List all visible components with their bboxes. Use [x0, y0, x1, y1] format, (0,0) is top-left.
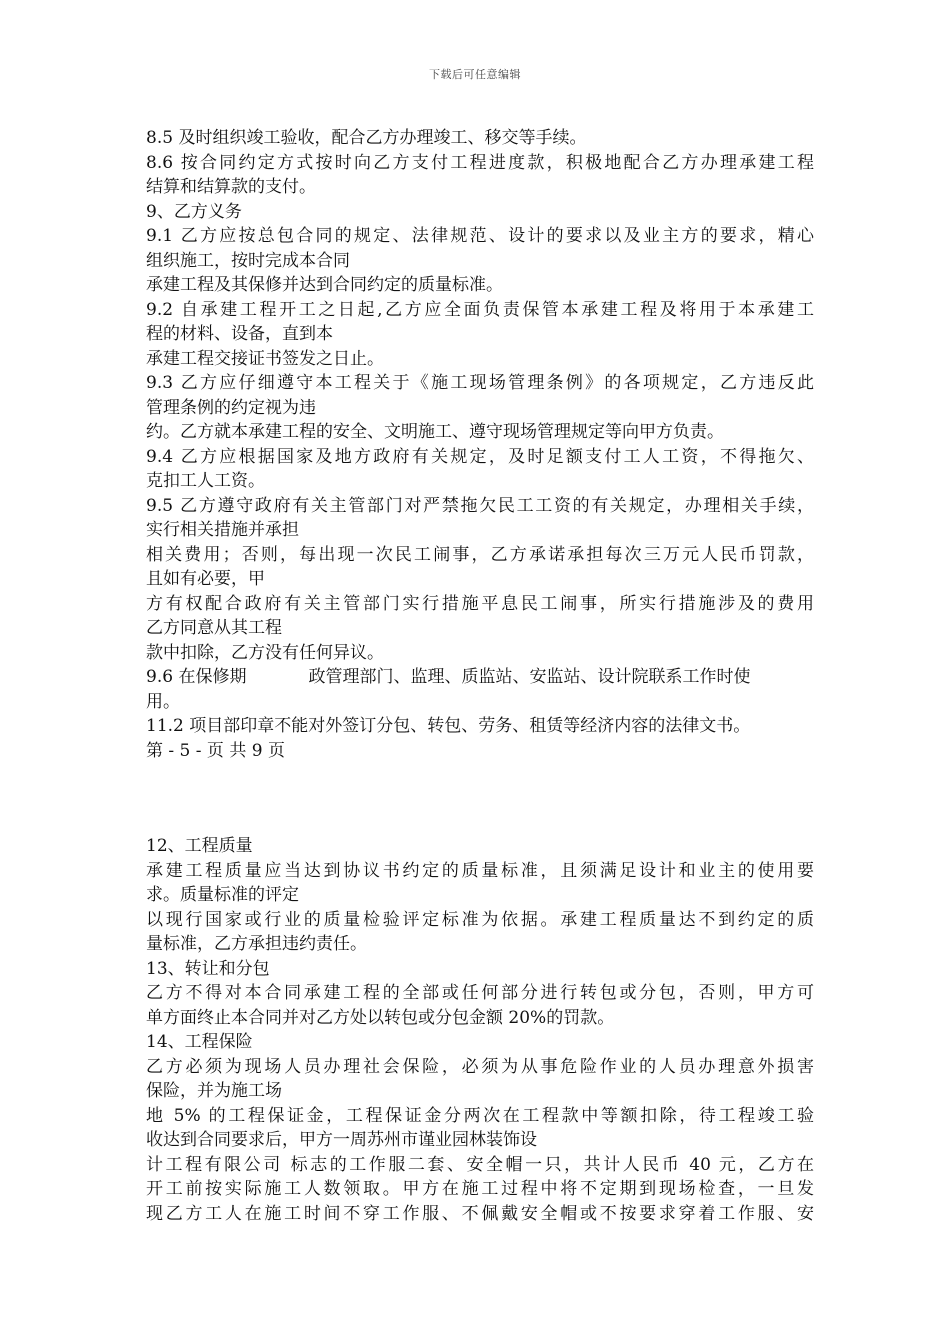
text-line: 程的材料、设备，直到本	[146, 324, 333, 344]
text-line: 计工程有限公司 标志的工作服二套、安全帽一只，共计人民币 40 元，乙方在	[146, 1154, 814, 1175]
text-line: 结算和结算款的支付。	[146, 177, 316, 197]
text-line-9-6	[146, 665, 814, 690]
text-line: 约。乙方就本承建工程的安全、文明施工、遵守现场管理规定等向甲方负责。	[146, 422, 724, 442]
text-line: 求。质量标准的评定	[146, 885, 299, 905]
text-line: 9.5 乙方遵守政府有关主管部门对严禁拖欠民工工资的有关规定，办理相关手续，	[146, 495, 814, 516]
text-fragment: 9.6 在保修期	[146, 667, 247, 687]
section-heading: 12、工程质量	[146, 836, 253, 856]
text-line: 地 5% 的工程保证金，工程保证金分两次在工程款中等额扣除，待工程竣工验	[146, 1105, 814, 1126]
text-line: 相关费用；否则，每出现一次民工闹事，乙方承诺承担每次三万元人民币罚款，	[146, 544, 814, 565]
text-line: 9.1 乙方应按总包合同的规定、法律规范、设计的要求以及业主方的要求，精心	[146, 226, 814, 246]
text-line: 收达到合同要求后，甲方一周苏州市谨业园林装饰设	[146, 1130, 537, 1150]
section-heading: 14、工程保险	[146, 1032, 253, 1052]
text-line: 现乙方工人在施工时间不穿工作服、不佩戴安全帽或不按要求穿着工作服、安	[146, 1203, 814, 1224]
document-body	[146, 126, 814, 1226]
text-line: 9.3 乙方应仔细遵守本工程关于《施工现场管理条例》的各项规定，乙方违反此	[146, 373, 814, 393]
text-line: 单方面终止本合同并对乙方处以转包或分包金额 20%的罚款。	[146, 1007, 615, 1028]
text-line: 9.4 乙方应根据国家及地方政府有关规定，及时足额支付工人工资，不得拖欠、	[146, 446, 814, 467]
section-quality	[146, 834, 814, 1226]
text-line: 实行相关措施并承担	[146, 520, 299, 540]
page-number: 第 - 5 - 页 共 9 页	[146, 740, 285, 761]
text-line: 款中扣除，乙方没有任何异议。	[146, 642, 384, 663]
text-line: 11.2 项目部印章不能对外签订分包、转包、劳务、租赁等经济内容的法律文书。	[146, 716, 751, 736]
text-line: 乙方不得对本合同承建工程的全部或任何部分进行转包或分包，否则，甲方可	[146, 983, 814, 1003]
text-line: 乙方同意从其工程	[146, 618, 282, 638]
text-line: 组织施工，按时完成本合同	[146, 250, 350, 271]
section-heading: 13、转让和分包	[146, 958, 270, 979]
text-line: 乙方必须为现场人员办理社会保险，必须为从事危险作业的人员办理意外损害	[146, 1056, 814, 1077]
text-line: 量标准，乙方承担违约责任。	[146, 934, 367, 954]
section-heading: 9、乙方义务	[146, 201, 242, 222]
text-line: 9.2 自承建工程开工之日起,乙方应全面负责保管本承建工程及将用于本承建工	[146, 299, 814, 320]
text-line: 且如有必要，甲	[146, 569, 265, 589]
page-header-note: 下载后可任意编辑	[429, 68, 521, 81]
text-fragment: 政管理部门、监理、质监站、安监站、设计院联系工作时使	[308, 667, 751, 687]
text-line: 方有权配合政府有关主管部门实行措施平息民工闹事，所实行措施涉及的费用	[146, 593, 814, 614]
text-line: 开工前按实际施工人数领取。甲方在施工过程中将不定期到现场检查，一旦发	[146, 1179, 814, 1199]
text-line: 管理条例的约定视为违	[146, 397, 316, 418]
text-line: 8.5 及时组织竣工验收，配合乙方办理竣工、移交等手续。	[146, 128, 587, 148]
text-line: 承建工程质量应当达到协议书约定的质量标准，且须满足设计和业主的使用要	[146, 860, 814, 881]
text-line: 8.6 按合同约定方式按时向乙方支付工程进度款，积极地配合乙方办理承建工程	[146, 152, 814, 173]
text-line: 用。	[146, 691, 180, 712]
text-line: 承建工程交接证书签发之日止。	[146, 348, 384, 369]
page-break-gap	[146, 763, 814, 834]
text-line: 克扣工人工资。	[146, 471, 265, 491]
text-line: 承建工程及其保修并达到合同约定的质量标准。	[146, 275, 503, 295]
section-obligations	[146, 126, 814, 763]
text-line: 以现行国家或行业的质量检验评定标准为依据。承建工程质量达不到约定的质	[146, 909, 814, 930]
text-line: 保险，并为施工场	[146, 1081, 282, 1101]
